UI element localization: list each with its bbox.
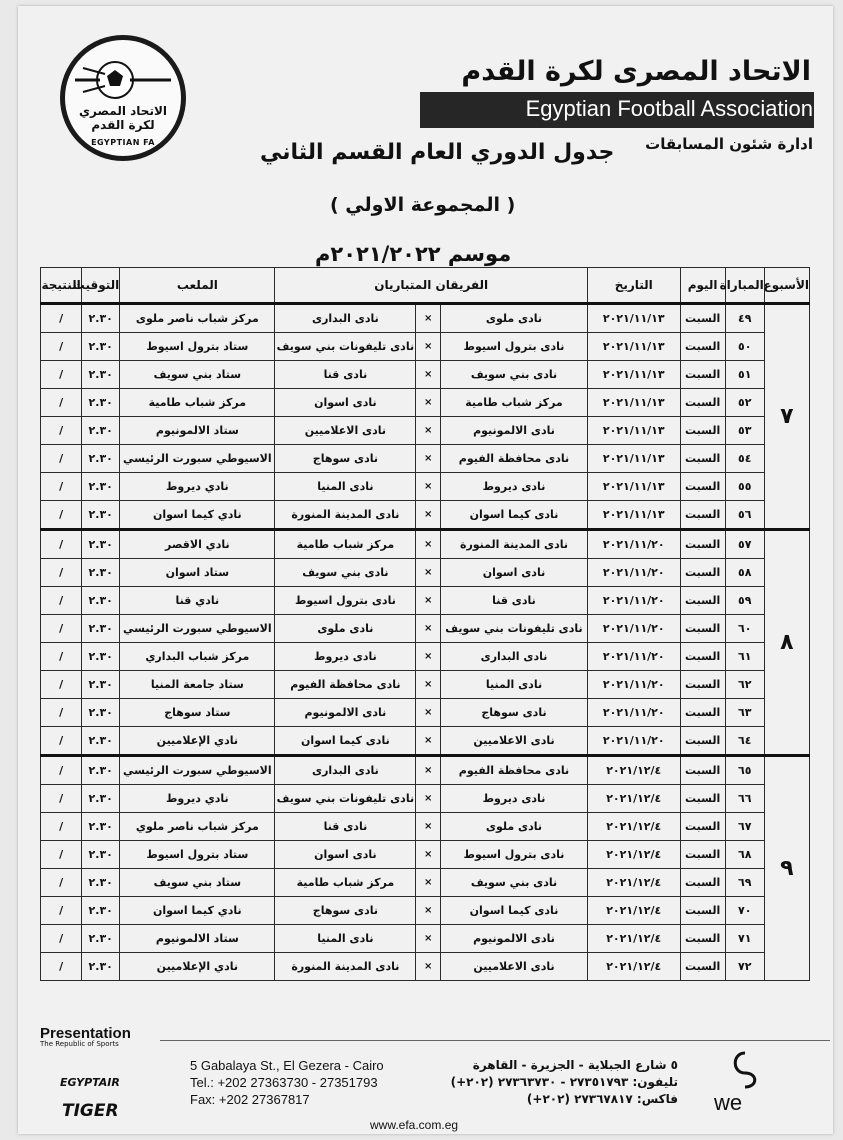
- kickoff-time: ٢.٣٠: [82, 727, 120, 756]
- stadium: الاسيوطي سبورت الرئيسي: [120, 445, 275, 473]
- versus-mark: ×: [416, 643, 441, 671]
- kickoff-time: ٢.٣٠: [82, 925, 120, 953]
- match-number: ٦٦: [725, 785, 764, 813]
- away-team: نادى سوهاج: [275, 445, 416, 473]
- match-result: /: [41, 333, 82, 361]
- versus-mark: ×: [416, 501, 441, 530]
- match-date: ٢٠٢١/١٢/٤: [587, 785, 680, 813]
- home-team: نادى ديروط: [440, 785, 587, 813]
- stadium: نادي الإعلاميين: [120, 727, 275, 756]
- away-team: نادى البدارى: [275, 756, 416, 785]
- home-team: نادى المنيا: [440, 671, 587, 699]
- away-team: نادى الاعلاميين: [275, 417, 416, 445]
- match-result: /: [41, 756, 82, 785]
- versus-mark: ×: [416, 699, 441, 727]
- versus-mark: ×: [416, 587, 441, 615]
- match-number: ٥٢: [725, 389, 764, 417]
- match-row: [41, 389, 810, 417]
- kickoff-time: ٢.٣٠: [82, 813, 120, 841]
- match-day: السبت: [680, 559, 725, 587]
- match-result: /: [41, 389, 82, 417]
- match-number: ٦١: [725, 643, 764, 671]
- kickoff-time: ٢.٣٠: [82, 304, 120, 333]
- stadium: ستاد بترول اسيوط: [120, 333, 275, 361]
- versus-mark: ×: [416, 530, 441, 559]
- page-title: جدول الدوري العام القسم الثاني: [260, 140, 615, 165]
- match-number: ٦٠: [725, 615, 764, 643]
- match-date: ٢٠٢١/١١/٢٠: [587, 643, 680, 671]
- home-team: نادى محافظة الفيوم: [440, 756, 587, 785]
- kickoff-time: ٢.٣٠: [82, 671, 120, 699]
- match-day: السبت: [680, 643, 725, 671]
- footer-divider: [160, 1040, 830, 1041]
- kickoff-time: ٢.٣٠: [82, 869, 120, 897]
- match-row: [41, 643, 810, 671]
- sponsor-logos: [40, 1025, 160, 1121]
- stadium: مركز شباب ناصر ملوى: [120, 304, 275, 333]
- home-team: نادى الاعلاميين: [440, 727, 587, 756]
- we-logo-text: we: [714, 1090, 743, 1115]
- presentation-tagline: The Republic of Sports: [40, 1040, 119, 1048]
- match-number: ٦٤: [725, 727, 764, 756]
- kickoff-time: ٢.٣٠: [82, 333, 120, 361]
- kickoff-time: ٢.٣٠: [82, 361, 120, 389]
- match-row: [41, 925, 810, 953]
- match-day: السبت: [680, 756, 725, 785]
- match-result: /: [41, 953, 82, 981]
- header-match: المباراة: [725, 268, 764, 304]
- match-day: السبت: [680, 785, 725, 813]
- home-team: نادى بترول اسيوط: [440, 841, 587, 869]
- match-day: السبت: [680, 501, 725, 530]
- match-day: السبت: [680, 953, 725, 981]
- stadium: مركز شباب البداري: [120, 643, 275, 671]
- match-row: [41, 727, 810, 756]
- match-day: السبت: [680, 897, 725, 925]
- match-row: [41, 333, 810, 361]
- match-result: /: [41, 897, 82, 925]
- versus-mark: ×: [416, 671, 441, 699]
- match-date: ٢٠٢١/١٢/٤: [587, 953, 680, 981]
- header-week: الأسبوع: [764, 268, 809, 304]
- header-result: النتيجة: [41, 268, 82, 304]
- match-date: ٢٠٢١/١٢/٤: [587, 756, 680, 785]
- match-result: /: [41, 727, 82, 756]
- versus-mark: ×: [416, 727, 441, 756]
- match-day: السبت: [680, 727, 725, 756]
- match-date: ٢٠٢١/١٢/٤: [587, 841, 680, 869]
- home-team: نادى ملوى: [440, 304, 587, 333]
- address-english: 5 Gabalaya St., El Gezera - Cairo: [190, 1058, 384, 1073]
- match-date: ٢٠٢١/١١/٢٠: [587, 615, 680, 643]
- fax-english: Fax: +202 27367817: [190, 1092, 310, 1107]
- match-date: ٢٠٢١/١١/٢٠: [587, 587, 680, 615]
- versus-mark: ×: [416, 333, 441, 361]
- fax-arabic: فاكس: ٢٧٣٦٧٨١٧ (٢٠٢+): [526, 1092, 678, 1106]
- match-date: ٢٠٢١/١١/١٣: [587, 389, 680, 417]
- match-number: ٥٧: [725, 530, 764, 559]
- away-team: نادى ملوى: [275, 615, 416, 643]
- versus-mark: ×: [416, 304, 441, 333]
- match-day: السبت: [680, 304, 725, 333]
- home-team: نادى قنا: [440, 587, 587, 615]
- stadium: ستاد بني سويف: [120, 361, 275, 389]
- kickoff-time: ٢.٣٠: [82, 785, 120, 813]
- home-team: نادى كيما اسوان: [440, 501, 587, 530]
- stadium: ستاد الالمونيوم: [120, 417, 275, 445]
- header-day: اليوم: [680, 268, 725, 304]
- logo-arabic-text: الاتحاد المصري لكرة القدم: [79, 104, 167, 132]
- match-number: ٥٠: [725, 333, 764, 361]
- home-team: نادى المدينة المنورة: [440, 530, 587, 559]
- home-team: نادى تليفونات بني سويف: [440, 615, 587, 643]
- away-team: نادى بترول اسيوط: [275, 587, 416, 615]
- home-team: نادى محافظة الفيوم: [440, 445, 587, 473]
- match-day: السبت: [680, 530, 725, 559]
- away-team: نادى محافظة الفيوم: [275, 671, 416, 699]
- match-day: السبت: [680, 671, 725, 699]
- match-result: /: [41, 925, 82, 953]
- match-day: السبت: [680, 361, 725, 389]
- match-row: [41, 445, 810, 473]
- match-date: ٢٠٢١/١٢/٤: [587, 869, 680, 897]
- stadium: ستاد اسوان: [120, 559, 275, 587]
- kickoff-time: ٢.٣٠: [82, 501, 120, 530]
- versus-mark: ×: [416, 473, 441, 501]
- match-date: ٢٠٢١/١١/٢٠: [587, 699, 680, 727]
- away-team: نادى تليفونات بني سويف: [275, 333, 416, 361]
- match-row: [41, 559, 810, 587]
- match-day: السبت: [680, 473, 725, 501]
- away-team: نادى البدارى: [275, 304, 416, 333]
- versus-mark: ×: [416, 361, 441, 389]
- week-number: ٧: [764, 304, 809, 530]
- stadium: نادي قنا: [120, 587, 275, 615]
- footer-contact-english: [190, 1057, 384, 1108]
- match-row: [41, 417, 810, 445]
- away-team: نادى المنيا: [275, 925, 416, 953]
- stadium: نادي الإعلاميين: [120, 953, 275, 981]
- home-team: نادى الالمونيوم: [440, 417, 587, 445]
- match-row: [41, 361, 810, 389]
- logo-english-text: EGYPTIAN FA: [91, 138, 155, 147]
- match-row: [41, 501, 810, 530]
- stadium: ستاد الالمونيوم: [120, 925, 275, 953]
- match-day: السبت: [680, 417, 725, 445]
- away-team: نادى تليفونات بني سويف: [275, 785, 416, 813]
- versus-mark: ×: [416, 785, 441, 813]
- match-date: ٢٠٢١/١٢/٤: [587, 813, 680, 841]
- match-number: ٦٥: [725, 756, 764, 785]
- stadium: نادي ديروط: [120, 785, 275, 813]
- away-team: نادى سوهاج: [275, 897, 416, 925]
- season-label: موسم ٢٠٢١/٢٠٢٢م: [315, 242, 512, 266]
- versus-mark: ×: [416, 841, 441, 869]
- match-date: ٢٠٢١/١١/٢٠: [587, 727, 680, 756]
- efa-logo: [60, 35, 186, 161]
- week-number: ٩: [764, 756, 809, 981]
- versus-mark: ×: [416, 925, 441, 953]
- home-team: نادى ديروط: [440, 473, 587, 501]
- match-row: [41, 756, 810, 785]
- home-team: نادى الاعلاميين: [440, 953, 587, 981]
- versus-mark: ×: [416, 559, 441, 587]
- phone-arabic: تليفون: ٢٧٣٥١٧٩٣ - ٢٧٣٦٣٧٣٠ (٢٠٢+): [450, 1075, 678, 1089]
- match-date: ٢٠٢١/١١/١٣: [587, 417, 680, 445]
- match-day: السبت: [680, 389, 725, 417]
- versus-mark: ×: [416, 615, 441, 643]
- tiger-logo: TIGER: [62, 1101, 119, 1121]
- home-team: نادى بترول اسيوط: [440, 333, 587, 361]
- match-number: ٧١: [725, 925, 764, 953]
- versus-mark: ×: [416, 389, 441, 417]
- match-number: ٦٩: [725, 869, 764, 897]
- match-result: /: [41, 473, 82, 501]
- match-result: /: [41, 501, 82, 530]
- table-header-row: [41, 268, 810, 304]
- match-result: /: [41, 559, 82, 587]
- match-date: ٢٠٢١/١١/٢٠: [587, 530, 680, 559]
- versus-mark: ×: [416, 445, 441, 473]
- stadium: الاسيوطي سبورت الرئيسي: [120, 615, 275, 643]
- kickoff-time: ٢.٣٠: [82, 389, 120, 417]
- match-day: السبت: [680, 925, 725, 953]
- match-result: /: [41, 445, 82, 473]
- away-team: مركز شباب طامية: [275, 869, 416, 897]
- away-team: نادى اسوان: [275, 389, 416, 417]
- match-date: ٢٠٢١/١٢/٤: [587, 925, 680, 953]
- versus-mark: ×: [416, 813, 441, 841]
- stadium: نادي ديروط: [120, 473, 275, 501]
- match-result: /: [41, 671, 82, 699]
- match-result: /: [41, 643, 82, 671]
- stadium: ستاد بترول اسيوط: [120, 841, 275, 869]
- match-number: ٥٤: [725, 445, 764, 473]
- kickoff-time: ٢.٣٠: [82, 953, 120, 981]
- match-number: ٥٩: [725, 587, 764, 615]
- stadium: مركز شباب ناصر ملوي: [120, 813, 275, 841]
- away-team: نادى المدينة المنورة: [275, 501, 416, 530]
- stadium: ستاد بني سويف: [120, 869, 275, 897]
- stadium: ستاد سوهاج: [120, 699, 275, 727]
- kickoff-time: ٢.٣٠: [82, 473, 120, 501]
- stadium: نادي كيما اسوان: [120, 897, 275, 925]
- match-row: [41, 841, 810, 869]
- match-day: السبت: [680, 587, 725, 615]
- match-row: [41, 953, 810, 981]
- kickoff-time: ٢.٣٠: [82, 417, 120, 445]
- match-row: [41, 587, 810, 615]
- match-row: [41, 813, 810, 841]
- match-date: ٢٠٢١/١١/١٣: [587, 361, 680, 389]
- kickoff-time: ٢.٣٠: [82, 643, 120, 671]
- match-result: /: [41, 699, 82, 727]
- match-number: ٦٨: [725, 841, 764, 869]
- away-team: نادى الالمونيوم: [275, 699, 416, 727]
- footer-contact-arabic: [451, 1057, 678, 1108]
- schedule-body: [41, 304, 810, 981]
- match-result: /: [41, 530, 82, 559]
- match-row: [41, 304, 810, 333]
- home-team: نادى الالمونيوم: [440, 925, 587, 953]
- match-number: ٥١: [725, 361, 764, 389]
- header-teams: الفريقان المتباريان: [275, 268, 588, 304]
- versus-mark: ×: [416, 756, 441, 785]
- versus-mark: ×: [416, 417, 441, 445]
- org-name-arabic: الاتحاد المصرى لكرة القدم: [461, 56, 811, 87]
- away-team: نادى قنا: [275, 361, 416, 389]
- home-team: نادى البدارى: [440, 643, 587, 671]
- address-arabic: ٥ شارع الجبلاية - الجزيرة - القاهرة: [472, 1058, 678, 1072]
- website-link[interactable]: www.efa.com.eg: [370, 1118, 459, 1132]
- match-result: /: [41, 785, 82, 813]
- match-row: [41, 530, 810, 559]
- match-date: ٢٠٢١/١٢/٤: [587, 897, 680, 925]
- kickoff-time: ٢.٣٠: [82, 841, 120, 869]
- match-result: /: [41, 361, 82, 389]
- match-day: السبت: [680, 813, 725, 841]
- match-date: ٢٠٢١/١١/٢٠: [587, 671, 680, 699]
- home-team: نادى اسوان: [440, 559, 587, 587]
- match-number: ٤٩: [725, 304, 764, 333]
- match-day: السبت: [680, 869, 725, 897]
- match-day: السبت: [680, 615, 725, 643]
- kickoff-time: ٢.٣٠: [82, 530, 120, 559]
- away-team: نادى المدينة المنورة: [275, 953, 416, 981]
- stadium: الاسيوطي سبورت الرئيسي: [120, 756, 275, 785]
- versus-mark: ×: [416, 869, 441, 897]
- match-day: السبت: [680, 841, 725, 869]
- header-time: التوقيت: [82, 268, 120, 304]
- match-row: [41, 897, 810, 925]
- kickoff-time: ٢.٣٠: [82, 587, 120, 615]
- home-team: نادى سوهاج: [440, 699, 587, 727]
- match-date: ٢٠٢١/١١/١٣: [587, 333, 680, 361]
- match-result: /: [41, 304, 82, 333]
- kickoff-time: ٢.٣٠: [82, 615, 120, 643]
- match-row: [41, 671, 810, 699]
- schedule-table: [40, 267, 810, 981]
- match-number: ٥٥: [725, 473, 764, 501]
- match-result: /: [41, 615, 82, 643]
- match-number: ٥٦: [725, 501, 764, 530]
- home-team: نادى بني سويف: [440, 869, 587, 897]
- home-team: نادى ملوى: [440, 813, 587, 841]
- versus-mark: ×: [416, 953, 441, 981]
- kickoff-time: ٢.٣٠: [82, 559, 120, 587]
- kickoff-time: ٢.٣٠: [82, 897, 120, 925]
- stadium: ستاد جامعة المنيا: [120, 671, 275, 699]
- match-row: [41, 699, 810, 727]
- away-team: نادى اسوان: [275, 841, 416, 869]
- group-label: ( المجموعة الاولي ): [330, 194, 516, 216]
- home-team: نادى كيما اسوان: [440, 897, 587, 925]
- away-team: نادى المنيا: [275, 473, 416, 501]
- versus-mark: ×: [416, 897, 441, 925]
- match-number: ٧٠: [725, 897, 764, 925]
- away-team: نادى ديروط: [275, 643, 416, 671]
- match-date: ٢٠٢١/١١/١٣: [587, 501, 680, 530]
- match-number: ٥٨: [725, 559, 764, 587]
- match-date: ٢٠٢١/١١/٢٠: [587, 559, 680, 587]
- home-team: مركز شباب طامية: [440, 389, 587, 417]
- match-day: السبت: [680, 333, 725, 361]
- phone-english: Tel.: +202 27363730 - 27351793: [190, 1075, 378, 1090]
- away-team: نادى بني سويف: [275, 559, 416, 587]
- header-stadium: الملعب: [120, 268, 275, 304]
- match-result: /: [41, 813, 82, 841]
- match-result: /: [41, 417, 82, 445]
- match-number: ٥٣: [725, 417, 764, 445]
- stadium: مركز شباب طامية: [120, 389, 275, 417]
- match-number: ٦٣: [725, 699, 764, 727]
- kickoff-time: ٢.٣٠: [82, 756, 120, 785]
- presentation-logo: Presentation: [40, 1025, 131, 1042]
- week-number: ٨: [764, 530, 809, 756]
- match-number: ٦٧: [725, 813, 764, 841]
- kickoff-time: ٢.٣٠: [82, 445, 120, 473]
- away-team: نادى قنا: [275, 813, 416, 841]
- match-day: السبت: [680, 445, 725, 473]
- match-number: ٦٢: [725, 671, 764, 699]
- match-row: [41, 869, 810, 897]
- stadium: نادي كيما اسوان: [120, 501, 275, 530]
- match-date: ٢٠٢١/١١/١٣: [587, 445, 680, 473]
- match-result: /: [41, 869, 82, 897]
- match-number: ٧٢: [725, 953, 764, 981]
- egyptair-logo: EGYPTAIR: [60, 1076, 120, 1089]
- kickoff-time: ٢.٣٠: [82, 699, 120, 727]
- match-row: [41, 615, 810, 643]
- match-date: ٢٠٢١/١١/١٣: [587, 473, 680, 501]
- home-team: نادى بني سويف: [440, 361, 587, 389]
- away-team: نادى كيما اسوان: [275, 727, 416, 756]
- stadium: نادي الاقصر: [120, 530, 275, 559]
- match-result: /: [41, 841, 82, 869]
- match-row: [41, 785, 810, 813]
- match-result: /: [41, 587, 82, 615]
- header-date: التاريخ: [587, 268, 680, 304]
- org-name-english: Egyptian Football Association: [525, 96, 813, 121]
- away-team: مركز شباب طامية: [275, 530, 416, 559]
- department-label: ادارة شئون المسابقات: [645, 135, 813, 153]
- match-row: [41, 473, 810, 501]
- match-date: ٢٠٢١/١١/١٣: [587, 304, 680, 333]
- match-day: السبت: [680, 699, 725, 727]
